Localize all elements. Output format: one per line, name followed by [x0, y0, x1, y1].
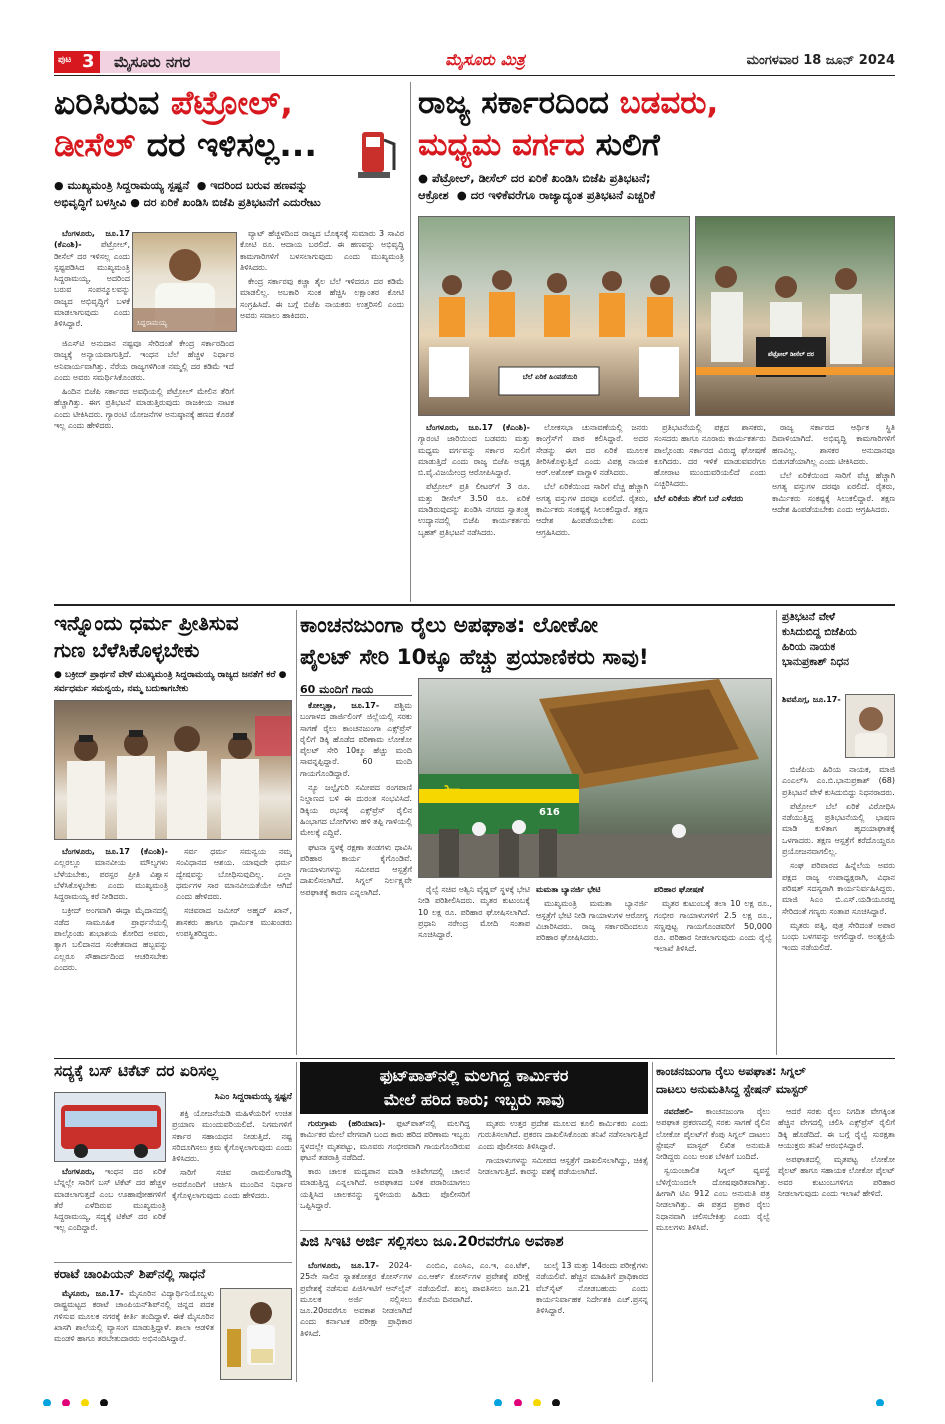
headline: ಪ್ರತಿಭಟನೆ ವೇಳೆ ಕುಸಿದುಬಿದ್ದ ಬಿಜೆಪಿಯ ಹಿರಿಯ ನಾಯಕ ಭಾನುಪ್ರಕಾಶ್ ನಿಧನ — [782, 611, 857, 668]
headline: ರಾಜ್ಯ ಸರ್ಕಾರದಿಂದ ಬಡವರು, ಮಧ್ಯಮ ವರ್ಗದ ಸುಲಿಗೆ — [418, 85, 719, 163]
col-1: ಬೆಂಗಳೂರು, ಜೂ.17 (ಕೆಎಂಶಿ)- ಎಲ್ಲರಲ್ಲೂ ಮಾನವೀಯ ಮೌಲ್ಯಗಳು ಬೆಳೆಯಬೇಕು, ಪರಸ್ಪರ ಪ್ರೀತಿ ವಿಶ್ವಾಸ ಬೆಳೆಸಿಕೊಳ್ಳಬೇಕು ಎಂದು ಮುಖ್ಯಮಂತ್ರಿ ಸಿದ್ದರಾಮಯ್ಯ ಕರೆ ನೀಡಿದರು. ಬಕ್ರೀದ್ ಅಂಗವಾಗಿ ಈದ್ಗಾ ಮೈದಾನದಲ್ಲಿ ನಡೆದ ಸಾಮೂಹಿಕ ಪ್ರಾರ್ಥನೆಯಲ್ಲಿ ಪಾಲ್ಗೊಂಡು ಶುಭಾಶಯ ಕೋರಿದ ಅವರು, ತ್ಯಾಗ ಬಲಿದಾನದ ಸಂಕೇತವಾದ ಹಬ್ಬವನ್ನು ಎಲ್ಲರೂ ಸೌಹಾರ್ದದಿಂದ ಆಚರಿಸಬೇಕು ಎಂದರು. — [54, 847, 168, 972]
deck-line-1: ● ಮುಖ್ಯಮಂತ್ರಿ ಸಿದ್ದರಾಮಯ್ಯ ಸ್ಪಷ್ಟನೆ ● ಇದರಿಂದ ಬರುವ ಹಣವನ್ನು — [54, 179, 308, 192]
page-label: ಪುಟ — [58, 55, 72, 65]
col-2: ರೈಲ್ವೆ ಸಚಿವ ಅಶ್ವಿನಿ ವೈಷ್ಣವ್ ಸ್ಥಳಕ್ಕೆ ಭೇಟಿ ನೀಡಿ ಪರಿಶೀಲಿಸಿದರು. ಮೃತರ ಕುಟುಂಬಕ್ಕೆ 10 ಲಕ್ಷ ರೂ. ಪರಿಹಾರ ಘೋಷಿಸಲಾಗಿದೆ. ಪ್ರಧಾನಿ ನರೇಂದ್ರ ಮೋದಿ ಸಂತಾಪ ಸೂಚಿಸಿದ್ದಾರೆ. — [418, 885, 530, 940]
story-pgcet — [300, 1234, 648, 1382]
page-number-box — [54, 51, 100, 73]
yellow-dot — [533, 1399, 541, 1406]
col-1b: ಬಿಜೆಪಿಯ ಹಿರಿಯ ನಾಯಕ, ಮಾಜಿ ಎಂಎಲ್‌ಸಿ ಎಂ.ಬಿ.ಭಾನುಪ್ರಕಾಶ್ (68) ಪ್ರತಿಭಟನೆ ವೇಳೆ ಕುಸಿದುಬಿದ್ದು ನಿಧನರಾದರು. ಪೆಟ್ರೋಲ್ ಬೆಲೆ ಏರಿಕೆ ವಿರೋಧಿಸಿ ನಡೆಯುತ್ತಿದ್ದ ಪ್ರತಿಭಟನೆಯಲ್ಲಿ ಭಾಷಣ ಮಾಡಿ ಕುಳಿತಾಗ ಹೃದಯಾಘಾತಕ್ಕೆ ಒಳಗಾದರು. ತಕ್ಷಣ ಆಸ್ಪತ್ರೆಗೆ ಕರೆದೊಯ್ದರೂ ಪ್ರಯೋಜನವಾಗಲಿಲ್ಲ. ಸಂಘ ಪರಿವಾರದ ಹಿನ್ನೆಲೆಯ ಅವರು ಪಕ್ಷದ ರಾಜ್ಯ ಉಪಾಧ್ಯಕ್ಷರಾಗಿ, ವಿಧಾನ ಪರಿಷತ್ ಸದಸ್ಯರಾಗಿ ಕಾರ್ಯನಿರ್ವಹಿಸಿದ್ದರು. ಮಾಜಿ ಸಿಎಂ ಬಿ.ಎಸ್.ಯಡಿಯೂರಪ್ಪ ಸೇರಿದಂತೆ ಗಣ್ಯರು ಸಂತಾಪ ಸೂಚಿಸಿದ್ದಾರೆ. ಮೃತರು ಪತ್ನಿ, ಪುತ್ರ ಸೇರಿದಂತೆ ಅಪಾರ ಬಂಧು ಬಳಗವನ್ನು ಅಗಲಿದ್ದಾರೆ. ಅಂತ್ಯಕ್ರಿಯೆ ಇಂದು ನಡೆಯಲಿದೆ. — [782, 765, 895, 953]
magenta-dot — [514, 1399, 522, 1406]
col-1: ಗುರುಗ್ರಾಮ (ಹರಿಯಾಣ)- ಫುಟ್‌ಪಾತ್‌ನಲ್ಲಿ ಮಲಗಿದ್ದ ಕಾರ್ಮಿಕರ ಮೇಲೆ ವೇಗವಾಗಿ ಬಂದ ಕಾರು ಹರಿದ ಪರಿಣಾಮ ಇಬ್ಬರು ಸ್ಥಳದಲ್ಲೇ ಮೃತಪಟ್ಟು, ಮೂವರು ಗಂಭೀರವಾಗಿ ಗಾಯಗೊಂಡಿರುವ ಘಟನೆ ತಡರಾತ್ರಿ ನಡೆದಿದೆ. ಕಾರು ಚಾಲಕ ಮದ್ಯಪಾನ ಮಾಡಿ ಅತಿವೇಗದಲ್ಲಿ ಚಾಲನೆ ಮಾಡುತ್ತಿದ್ದ ಎನ್ನಲಾಗಿದೆ. ಅಪಘಾತದ ಬಳಿಕ ಪರಾರಿಯಾಗಲು ಯತ್ನಿಸಿದ ಚಾಲಕನನ್ನು ಸ್ಥಳೀಯರು ಹಿಡಿದು ಪೊಲೀಸರಿಗೆ ಒಪ್ಪಿಸಿದ್ದಾರೆ. — [300, 1119, 470, 1211]
col-2: ವ್ಯಾಟ್ ಹೆಚ್ಚಳದಿಂದ ರಾಜ್ಯದ ಬೊಕ್ಕಸಕ್ಕೆ ಸುಮಾರು 3 ಸಾವಿರ ಕೋಟಿ ರೂ. ಆದಾಯ ಬರಲಿದೆ. ಈ ಹಣವನ್ನು ಅಭಿವೃದ್ಧಿ ಕಾಮಗಾರಿಗಳಿಗೆ ಬಳಸಲಾಗುವುದು ಎಂದು ಮುಖ್ಯಮಂತ್ರಿ ತಿಳಿಸಿದರು. ಕೇಂದ್ರ ಸರ್ಕಾರವು ಕಚ್ಚಾ ತೈಲ ಬೆಲೆ ಇಳಿದರೂ ದರ ಕಡಿಮೆ ಮಾಡಲಿಲ್ಲ. ಅಬಕಾರಿ ಸುಂಕ ಹೆಚ್ಚಿಸಿ ಲಕ್ಷಾಂತರ ಕೋಟಿ ಸಂಗ್ರಹಿಸಿದೆ. ಈ ಬಗ್ಗೆ ಬಿಜೆಪಿ ನಾಯಕರು ಉತ್ತರಿಸಲಿ ಎಂದು ಅವರು ಸವಾಲು ಹಾಕಿದರು. — [240, 229, 404, 321]
col-4: ರಾಜ್ಯ ಸರ್ಕಾರದ ಆರ್ಥಿಕ ಸ್ಥಿತಿ ದಿವಾಳಿಯಾಗಿದೆ. ಅಭಿವೃದ್ಧಿ ಕಾಮಗಾರಿಗಳಿಗೆ ಹಣವಿಲ್ಲ. ಶಾಸಕರ ಅನುದಾನವೂ ಬಿಡುಗಡೆಯಾಗಿಲ್ಲ ಎಂದು ಟೀಕಿಸಿದರು. ಬೆಲೆ ಏರಿಕೆಯಿಂದ ಸಾರಿಗೆ ವೆಚ್ಚ ಹೆಚ್ಚಾಗಿ ಅಗತ್ಯ ವಸ್ತುಗಳ ದರವೂ ಏರಲಿದೆ. ರೈತರು, ಕಾರ್ಮಿಕರು ಸಂಕಷ್ಟಕ್ಕೆ ಸಿಲುಕಲಿದ್ದಾರೆ. ತಕ್ಷಣ ಆದೇಶ ಹಿಂಪಡೆಯಬೇಕು ಎಂದು ಆಗ್ರಹಿಸಿದರು. — [772, 423, 895, 515]
masthead — [0, 46, 945, 76]
col-1: ಕೋಲ್ಕತ್ತಾ, ಜೂ.17- ಪಶ್ಚಿಮ ಬಂಗಾಳದ ಡಾರ್ಜಿಲಿಂಗ್ ಜಿಲ್ಲೆಯಲ್ಲಿ ಸರಕು ಸಾಗಣೆ ರೈಲು ಕಾಂಚನಜುಂಗಾ ಎಕ್ಸ್‌ಪ್ರೆಸ್ ರೈಲಿಗೆ ಡಿಕ್ಕಿ ಹೊಡೆದ ಪರಿಣಾಮ ಲೋಕೋ ಪೈಲಟ್ ಸೇರಿ 10ಕ್ಕೂ ಹೆಚ್ಚು ಮಂದಿ ಸಾವನ್ನಪ್ಪಿದ್ದಾರೆ. 60 ಮಂದಿ ಗಾಯಗೊಂಡಿದ್ದಾರೆ. ನ್ಯೂ ಜಲ್ಪೈಗುರಿ ಸಮೀಪದ ರಂಗಪಾಣಿ ನಿಲ್ದಾಣದ ಬಳಿ ಈ ದುರಂತ ಸಂಭವಿಸಿದೆ. ಡಿಕ್ಕಿಯ ರಭಸಕ್ಕೆ ಎಕ್ಸ್‌ಪ್ರೆಸ್ ರೈಲಿನ ಹಿಂಭಾಗದ ಬೋಗಿಗಳು ಹಳಿ ತಪ್ಪಿ ಗಾಳಿಯಲ್ಲಿ ಮೇಲಕ್ಕೆ ಎದ್ದಿವೆ. ಘಟನಾ ಸ್ಥಳಕ್ಕೆ ರಕ್ಷಣಾ ತಂಡಗಳು ಧಾವಿಸಿ ಪರಿಹಾರ ಕಾರ್ಯ ಕೈಗೊಂಡಿವೆ. ಗಾಯಾಳುಗಳನ್ನು ಸಮೀಪದ ಆಸ್ಪತ್ರೆಗೆ ದಾಖಲಿಸಲಾಗಿದೆ. ಸಿಗ್ನಲ್ ನಿರ್ಲಕ್ಷ್ಯವೇ ಅಪಘಾತಕ್ಕೆ ಕಾರಣ ಎನ್ನಲಾಗಿದೆ. — [300, 701, 412, 897]
train-crash-photo — [418, 678, 772, 878]
column-rule — [652, 1062, 653, 1382]
col-2: ಸರ್ವ ಧರ್ಮ ಸಮನ್ವಯ ನಮ್ಮ ಸಂವಿಧಾನದ ಆಶಯ. ಯಾವುದೇ ಧರ್ಮ ದ್ವೇಷವನ್ನು ಬೋಧಿಸುವುದಿಲ್ಲ. ಎಲ್ಲಾ ಧರ್ಮಗಳ ಸಾರ ಮಾನವೀಯತೆಯೇ ಆಗಿದೆ ಎಂದು ಹೇಳಿದರು. ಸಚಿವರಾದ ಜಮೀರ್ ಅಹ್ಮದ್ ಖಾನ್, ಶಾಸಕರು ಹಾಗೂ ಧಾರ್ಮಿಕ ಮುಖಂಡರು ಉಪಸ್ಥಿತರಿದ್ದರು. — [176, 847, 292, 939]
engine-number: 616 — [539, 807, 560, 818]
section-rule — [300, 1230, 648, 1231]
cyan-dot — [494, 1399, 502, 1406]
story-bakrid-cm — [54, 610, 292, 1055]
bus-photo — [54, 1092, 166, 1162]
column-rule — [776, 610, 777, 1055]
page-digit: 3 — [82, 51, 95, 72]
cm-photo — [132, 232, 237, 332]
headline-box: ಫುಟ್‌ಪಾತ್‌ನಲ್ಲಿ ಮಲಗಿದ್ದ ಕಾರ್ಮಿಕರ ಮೇಲೆ ಹರಿದ ಕಾರು; ಇಬ್ಬರು ಸಾವು — [300, 1062, 648, 1114]
headline: ಕರಾಟೆ ಚಾಂಪಿಯನ್ ಶಿಪ್‌ನಲ್ಲಿ ಸಾಧನೆ — [54, 1266, 206, 1281]
protest-photo-2 — [695, 216, 895, 416]
section-name: ಮೈಸೂರು ನಗರ — [114, 53, 191, 71]
story-bhanuprakash-death — [782, 610, 895, 1055]
col-2: ಎಂಬಿಎ, ಎಂಸಿಎ, ಎಂ.ಇ, ಎಂ.ಟೆಕ್, ಎಂ.ಆರ್ಕ್ ಕೋರ್ಸ್‌ಗಳ ಪ್ರವೇಶಕ್ಕೆ ಪರೀಕ್ಷೆ ನಡೆಯಲಿದೆ. ಶುಲ್ಕ ಪಾವತಿಸಲು ಜೂ.21 ಕೊನೆಯ ದಿನವಾಗಿದೆ. — [418, 1261, 530, 1304]
col-3: ಜುಲೈ 13 ಮತ್ತು 14ರಂದು ಪರೀಕ್ಷೆಗಳು ನಡೆಯಲಿವೆ. ಹೆಚ್ಚಿನ ಮಾಹಿತಿಗೆ ಪ್ರಾಧಿಕಾರದ ವೆಬ್‌ಸೈಟ್ ನೋಡಬಹುದು ಎಂದು ಕಾರ್ಯನಿರ್ವಾಹಕ ನಿರ್ದೇಶಕಿ ಎಚ್.ಪ್ರಸನ್ನ ತಿಳಿಸಿದ್ದಾರೆ. — [536, 1261, 648, 1316]
col-4: ಪರಿಹಾರ ಘೋಷಣೆ ಮೃತರ ಕುಟುಂಬಕ್ಕೆ ತಲಾ 10 ಲಕ್ಷ ರೂ., ಗಂಭೀರ ಗಾಯಾಳುಗಳಿಗೆ 2.5 ಲಕ್ಷ ರೂ., ಸಣ್ಣಪುಟ್ಟ ಗಾಯಗೊಂಡವರಿಗೆ 50,000 ರೂ. ಪರಿಹಾರ ನೀಡಲಾಗುವುದು ಎಂದು ರೈಲ್ವೆ ಇಲಾಖೆ ತಿಳಿಸಿದೆ. — [654, 885, 772, 954]
section-name-box — [100, 51, 280, 73]
paper-name: ಮೈಸೂರು ಮಿತ್ರ — [445, 50, 525, 69]
section-rule — [54, 1058, 895, 1059]
masthead-rule — [54, 75, 895, 76]
story-train-accident — [300, 610, 772, 1055]
pump-illustration — [354, 122, 404, 182]
col-1: ಶಿವಮೊಗ್ಗ, ಜೂ.17- — [782, 695, 841, 704]
col-1: ನವದೆಹಲಿ- ಕಾಂಚನಜುಂಗಾ ರೈಲು ಅಪಘಾತ ಪ್ರಕರಣದಲ್ಲಿ ಸರಕು ಸಾಗಣೆ ರೈಲಿನ ಲೋಕೋ ಪೈಲಟ್‌ಗೆ ಕೆಂಪು ಸಿಗ್ನಲ್ ದಾಟಲು ಸ್ಟೇಷನ್ ಮಾಸ್ಟರ್ ಲಿಖಿತ ಅನುಮತಿ ನೀಡಿದ್ದರು ಎಂಬ ಅಂಶ ಬೆಳಕಿಗೆ ಬಂದಿದೆ. ಸ್ವಯಂಚಾಲಿತ ಸಿಗ್ನಲ್ ವ್ಯವಸ್ಥೆ ಬೆಳಿಗ್ಗೆಯಿಂದಲೇ ದೋಷಪೂರಿತವಾಗಿತ್ತು. ಹೀಗಾಗಿ ಟಿಎ 912 ಎಂಬ ಅನುಮತಿ ಪತ್ರ ನೀಡಲಾಗಿತ್ತು. ಈ ಪತ್ರದ ಪ್ರಕಾರ ರೈಲು ನಿಧಾನವಾಗಿ ಚಲಿಸಬೇಕಿತ್ತು ಎಂದು ರೈಲ್ವೆ ಮೂಲಗಳು ತಿಳಿಸಿವೆ. — [656, 1107, 770, 1232]
section-rule — [54, 1262, 292, 1263]
yellow-dot — [81, 1399, 89, 1406]
sub-strap: ಸಿಎಂ ಸಿದ್ದರಾಮಯ್ಯ ಸ್ಪಷ್ಟನೆ — [214, 1092, 292, 1102]
headline: ಕಾಂಚನಜುಂಗಾ ರೈಲು ಅಪಘಾತ: ಲೋಕೋ ಪೈಲಟ್ ಸೇರಿ 10ಕ್ಕೂ ಹೆಚ್ಚು ಪ್ರಯಾಣಿಕರು ಸಾವು! — [300, 613, 649, 670]
black-dot — [100, 1399, 108, 1406]
fuel-pump-icon — [354, 122, 404, 182]
story-bjp-protest — [418, 82, 895, 602]
bakrid-photo — [54, 700, 292, 840]
black-dot — [552, 1399, 560, 1406]
col-1: ಬೆಂಗಳೂರು, ಜೂ.17- 2024-25ನೇ ಸಾಲಿನ ಸ್ನಾತಕೋತ್ತರ ಕೋರ್ಸ್‌ಗಳ ಪ್ರವೇಶಕ್ಕೆ ನಡೆಸುವ ಪಿಜಿಸಿಇಟಿಗೆ ಆನ್‌ಲೈನ್ ಮೂಲಕ ಅರ್ಜಿ ಸಲ್ಲಿಸಲು ಜೂ.20ರವರೆಗೂ ಅವಕಾಶ ನೀಡಲಾಗಿದೆ ಎಂದು ಕರ್ನಾಟಕ ಪರೀಕ್ಷಾ ಪ್ರಾಧಿಕಾರ ತಿಳಿಸಿದೆ. — [300, 1261, 412, 1338]
headline: ಸದ್ಯಕ್ಕೆ ಬಸ್ ಟಿಕೆಟ್ ದರ ಏರಿಸಲ್ಲ — [54, 1062, 219, 1080]
story-karate — [54, 1266, 292, 1381]
story-petrol-price-cm — [54, 82, 404, 602]
placard-text: ಬೆಲೆ ಏರಿಕೆ ಹಿಂಪಡೆಯಿರಿ — [522, 373, 578, 381]
col-1b: ಜಿಎಸ್‍ಟಿ ಅನುದಾನ ನಷ್ಟವೂ ಸೇರಿದಂತೆ ಕೇಂದ್ರ ಸರ್ಕಾರದಿಂದ ರಾಜ್ಯಕ್ಕೆ ಅನ್ಯಾಯವಾಗುತ್ತಿದೆ. ಇಂಧನ ಬೆಲೆ ಹೆಚ್ಚಳ ನಿರ್ಧಾರ ಅನಿವಾರ್ಯವಾಗಿತ್ತು. ನೆರೆಯ ರಾಜ್ಯಗಳಿಗಿಂತ ನಮ್ಮಲ್ಲಿ ದರ ಕಡಿಮೆ ಇದೆ ಎಂದು ಅವರು ಸಮರ್ಥಿಸಿಕೊಂಡರು. ಹಿಂದಿನ ಬಿಜೆಪಿ ಸರ್ಕಾರದ ಅವಧಿಯಲ್ಲಿ ಪೆಟ್ರೋಲ್ ಮೇಲಿನ ತೆರಿಗೆ ಹೆಚ್ಚಾಗಿತ್ತು. ಈಗ ಪ್ರತಿಭಟನೆ ಮಾಡುತ್ತಿರುವುದು ರಾಜಕೀಯ ನಾಟಕ ಎಂದು ಟೀಕಿಸಿದರು. ಗ್ಯಾರಂಟಿ ಯೋಜನೆಗಳ ಅನುಷ್ಠಾನಕ್ಕೆ ಹಣದ ಕೊರತೆ ಇಲ್ಲ ಎಂದು ಹೇಳಿದರು. — [54, 339, 234, 431]
column-rule — [296, 610, 297, 1055]
sub-strap: 60 ಮಂದಿಗೆ ಗಾಯ — [300, 678, 412, 696]
col-1: ಬೆಂಗಳೂರು, ಇಂಧನ ದರ ಏರಿಕೆ ಬೆನ್ನಲ್ಲೇ ಸಾರಿಗೆ ಬಸ್ ಟಿಕೆಟ್ ದರ ಹೆಚ್ಚಳ ಮಾಡಲಾಗುತ್ತದೆ ಎಂಬ ಊಹಾಪೋಹಗಳಿಗೆ ತೆರೆ ಎಳೆದಿರುವ ಮುಖ್ಯಮಂತ್ರಿ ಸಿದ್ದರಾಮಯ್ಯ, ಸದ್ಯಕ್ಕೆ ಟಿಕೆಟ್ ದರ ಏರಿಕೆ ಇಲ್ಲ ಎಂದಿದ್ದಾರೆ. — [54, 1167, 166, 1233]
column-rule — [296, 1062, 297, 1382]
col-1: ಮೈಸೂರು, ಜೂ.17- ಮೈಸೂರಿನ ವಿದ್ಯಾರ್ಥಿನಿಯೊಬ್ಬಳು ರಾಷ್ಟ್ರಮಟ್ಟದ ಕರಾಟೆ ಚಾಂಪಿಯನ್‌ಶಿಪ್‌ನಲ್ಲಿ ಚಿನ್ನದ ಪದಕ ಗಳಿಸುವ ಮೂಲಕ ನಗರಕ್ಕೆ ಕೀರ್ತಿ ತಂದಿದ್ದಾಳೆ. ಈಕೆ ಮೈಸೂರಿನ ಖಾಸಗಿ ಶಾಲೆಯಲ್ಲಿ ವ್ಯಾಸಂಗ ಮಾಡುತ್ತಿದ್ದಾಳೆ. ಶಾಲಾ ಆಡಳಿತ ಮಂಡಳಿ ಹಾಗೂ ತರಬೇತುದಾರರು ಅಭಿನಂದಿಸಿದ್ದಾರೆ. — [54, 1289, 214, 1344]
story-car-accident — [300, 1062, 648, 1227]
col-1: ಬೆಂಗಳೂರು, ಜೂ.17 (ಕೆಎಂಶಿ)- ಗ್ಯಾರಂಟಿ ಜಾರಿಯಿಂದ ಬಡವರು ಮತ್ತು ಮಧ್ಯಮ ವರ್ಗವನ್ನು ಸರ್ಕಾರ ಸುಲಿಗೆ ಮಾಡುತ್ತಿದೆ ಎಂದು ರಾಜ್ಯ ಬಿಜೆಪಿ ಅಧ್ಯಕ್ಷ ಬಿ.ವೈ.ವಿಜಯೇಂದ್ರ ಆರೋಪಿಸಿದ್ದಾರೆ. ಪೆಟ್ರೋಲ್ ಪ್ರತಿ ಲೀಟರ್‌ಗೆ 3 ರೂ. ಮತ್ತು ಡೀಸೆಲ್ 3.50 ರೂ. ಏರಿಕೆ ಮಾಡಿರುವುದನ್ನು ಖಂಡಿಸಿ ನಗರದ ಸ್ವಾತಂತ್ರ್ಯ ಉದ್ಯಾನದಲ್ಲಿ ಬಿಜೆಪಿ ಕಾರ್ಯಕರ್ತರು ಬೃಹತ್ ಪ್ರತಿಭಟನೆ ನಡೆಸಿದರು. — [418, 423, 530, 537]
engine-label: रेल — [445, 786, 460, 801]
col-2: ಲೋಕಸಭಾ ಚುನಾವಣೆಯಲ್ಲಿ ಜನರು ಕಾಂಗ್ರೆಸ್‌ಗೆ ಪಾಠ ಕಲಿಸಿದ್ದಾರೆ. ಅದರ ಸೇಡನ್ನು ಈಗ ದರ ಏರಿಕೆ ಮೂಲಕ ತೀರಿಸಿಕೊಳ್ಳುತ್ತಿದೆ ಎಂದು ವಿಪಕ್ಷ ನಾಯಕ ಆರ್.ಅಶೋಕ್ ವಾಗ್ದಾಳಿ ನಡೆಸಿದರು. ಬೆಲೆ ಏರಿಕೆಯಿಂದ ಸಾರಿಗೆ ವೆಚ್ಚ ಹೆಚ್ಚಾಗಿ ಅಗತ್ಯ ವಸ್ತುಗಳ ದರವೂ ಏರಲಿದೆ. ರೈತರು, ಕಾರ್ಮಿಕರು ಸಂಕಷ್ಟಕ್ಕೆ ಸಿಲುಕಲಿದ್ದಾರೆ. ತಕ್ಷಣ ಆದೇಶ ಹಿಂಪಡೆಯಬೇಕು ಎಂದು ಆಗ್ರಹಿಸಿದರು. — [536, 423, 648, 537]
cyan-dot — [43, 1399, 51, 1406]
karate-photo — [220, 1288, 292, 1380]
section-rule — [54, 604, 895, 606]
story-bus-fare — [54, 1062, 292, 1257]
placard-text-2: ಪೆಟ್ರೋಲ್ ಡೀಸೆಲ್ ದರ — [768, 351, 814, 358]
bus-icon — [55, 1093, 166, 1162]
col-1: ಬೆಂಗಳೂರು, ಜೂ.17 (ಕೆಎಂಶಿ)- ಪೆಟ್ರೋಲ್, ಡೀಸೆಲ್ ದರ ಇಳಿಸಲ್ಲ ಎಂದು ಸ್ಪಷ್ಟಪಡಿಸಿದ ಮುಖ್ಯಮಂತ್ರಿ ಸಿದ್ದರಾಮಯ್ಯ, ಅದರಿಂದ ಬರುವ ಸಂಪನ್ಮೂಲವನ್ನು ರಾಜ್ಯದ ಅಭಿವೃದ್ಧಿಗೆ ಬಳಕೆ ಮಾಡಲಾಗುವುದು ಎಂದು ತಿಳಿಸಿದ್ದಾರೆ. — [54, 229, 130, 329]
col-2: ಆದರೆ ಸರಕು ರೈಲು ನಿಗದಿತ ವೇಗಕ್ಕಿಂತ ಹೆಚ್ಚಿನ ವೇಗದಲ್ಲಿ ಚಲಿಸಿ ಎಕ್ಸ್‌ಪ್ರೆಸ್ ರೈಲಿಗೆ ಡಿಕ್ಕಿ ಹೊಡೆದಿದೆ. ಈ ಬಗ್ಗೆ ರೈಲ್ವೆ ಸುರಕ್ಷತಾ ಆಯುಕ್ತರು ತನಿಖೆ ಆರಂಭಿಸಿದ್ದಾರೆ. ಅಪಘಾತದಲ್ಲಿ ಮೃತಪಟ್ಟ ಲೋಕೋ ಪೈಲಟ್ ಹಾಗೂ ಸಹಾಯಕ ಲೋಕೋ ಪೈಲಟ್ ಅವರ ಕುಟುಂಬಗಳಿಗೂ ಪರಿಹಾರ ನೀಡಲಾಗುವುದು ಎಂದು ಇಲಾಖೆ ಹೇಳಿದೆ. — [778, 1107, 895, 1199]
issue-date: ಮಂಗಳವಾರ 18 ಜೂನ್ 2024 — [746, 53, 895, 68]
protest-photo-1 — [418, 216, 690, 416]
magenta-dot — [62, 1399, 70, 1406]
print-registration-dots — [40, 1392, 905, 1406]
col-2: ಶಕ್ತಿ ಯೋಜನೆಯಡಿ ಮಹಿಳೆಯರಿಗೆ ಉಚಿತ ಪ್ರಯಾಣ ಮುಂದುವರಿಯಲಿದೆ. ನಿಗಮಗಳಿಗೆ ಸರ್ಕಾರ ಸಹಾಯಧನ ನೀಡುತ್ತಿದೆ. ನಷ್ಟ ಸರಿದೂಗಿಸಲು ಕ್ರಮ ಕೈಗೊಳ್ಳಲಾಗುವುದು ಎಂದು ತಿಳಿಸಿದರು. ಸಾರಿಗೆ ಸಚಿವ ರಾಮಲಿಂಗಾರೆಡ್ಡಿ ಅವರೊಂದಿಗೆ ಚರ್ಚಿಸಿ ಮುಂದಿನ ನಿರ್ಧಾರ ಕೈಗೊಳ್ಳಲಾಗುವುದು ಎಂದು ಹೇಳಿದರು. — [172, 1109, 292, 1201]
col-3: ಪ್ರತಿಭಟನೆಯಲ್ಲಿ ಪಕ್ಷದ ಶಾಸಕರು, ಸಂಸದರು ಹಾಗೂ ನೂರಾರು ಕಾರ್ಯಕರ್ತರು ಪಾಲ್ಗೊಂಡು ಸರ್ಕಾರದ ವಿರುದ್ಧ ಘೋಷಣೆ ಕೂಗಿದರು. ದರ ಇಳಿಕೆ ಮಾಡುವವರೆಗೂ ಹೋರಾಟ ಮುಂದುವರಿಯಲಿದೆ ಎಂದು ಎಚ್ಚರಿಸಿದರು. ಬೆಲೆ ಏರಿಕೆಯ ತೆರಿಗೆ ಬರೆ ಎಳೆದರು — [654, 423, 766, 503]
deck: ● ಬಕ್ರೀದ್ ಪ್ರಾರ್ಥನೆ ವೇಳೆ ಮುಖ್ಯಮಂತ್ರಿ ಸಿದ್ದರಾಮಯ್ಯ ರಾಜ್ಯದ ಜನತೆಗೆ ಕರೆ ● ಸರ್ವಧರ್ಮ ಸಮನ್ವಯ, ನಮ್ಮ ಬದುಕಾಗಬೇಕು — [54, 670, 287, 694]
headline: ಏರಿಸಿರುವ ಪೆಟ್ರೋಲ್, ಡೀಸೆಲ್ ದರ ಇಳಿಸಲ್ಲ... — [54, 83, 317, 164]
deck-line-2: ಅಭಿವೃದ್ಧಿಗೆ ಬಳಸ್ತೀವಿ ● ದರ ಏರಿಕೆ ಖಂಡಿಸಿ ಬಿಜೆಪಿ ಪ್ರತಿಭಟನೆಗೆ ಎದುರೇಟು — [54, 196, 321, 209]
deck: ● ಪೆಟ್ರೋಲ್, ಡೀಸೆಲ್ ದರ ಏರಿಕೆ ಖಂಡಿಸಿ ಬಿಜೆಪಿ ಪ್ರತಿಭಟನೆ; ಆಕ್ರೋಶ ● ದರ ಇಳಿಕೆವರೆಗೂ ರಾಜ್ಯಾದ್ಯಂತ ಪ್ರತಿಭಟನೆ ಎಚ್ಚರಿಕೆ — [418, 171, 656, 202]
column-rule — [410, 82, 411, 602]
obituary-portrait — [845, 694, 895, 758]
headline: ಇನ್ನೊಂದು ಧರ್ಮ ಪ್ರೀತಿಸುವ ಗುಣ ಬೆಳೆಸಿಕೊಳ್ಳಬೇಕು — [54, 611, 239, 662]
photo-caption: ಸಿದ್ದರಾಮಯ್ಯ — [137, 319, 168, 327]
cyan-dot — [876, 1399, 884, 1406]
col-3: ಮಮತಾ ಬ್ಯಾನರ್ಜಿ ಭೇಟಿ ಮುಖ್ಯಮಂತ್ರಿ ಮಮತಾ ಬ್ಯಾನರ್ಜಿ ಆಸ್ಪತ್ರೆಗೆ ಭೇಟಿ ನೀಡಿ ಗಾಯಾಳುಗಳ ಆರೋಗ್ಯ ವಿಚಾರಿಸಿದರು. ರಾಜ್ಯ ಸರ್ಕಾರದಿಂದಲೂ ಪರಿಹಾರ ಘೋಷಿಸಿದರು. — [536, 885, 648, 943]
headline: ಕಾಂಚನಜುಂಗಾ ರೈಲು ಅಪಘಾತ: ಸಿಗ್ನಲ್ ದಾಟಲು ಅನುಮತಿಸಿದ್ದ ಸ್ಟೇಷನ್ ಮಾಸ್ಟರ್ — [656, 1064, 808, 1096]
story-station-master — [656, 1062, 895, 1382]
col-2: ಮೃತರು ಉತ್ತರ ಪ್ರದೇಶ ಮೂಲದ ಕೂಲಿ ಕಾರ್ಮಿಕರು ಎಂದು ಗುರುತಿಸಲಾಗಿದೆ. ಪ್ರಕರಣ ದಾಖಲಿಸಿಕೊಂಡು ತನಿಖೆ ನಡೆಸಲಾಗುತ್ತಿದೆ ಎಂದು ಪೊಲೀಸರು ತಿಳಿಸಿದ್ದಾರೆ. ಗಾಯಾಳುಗಳನ್ನು ಸಮೀಪದ ಆಸ್ಪತ್ರೆಗೆ ದಾಖಲಿಸಲಾಗಿದ್ದು, ಚಿಕಿತ್ಸೆ ನೀಡಲಾಗುತ್ತಿದೆ. ಕಾರನ್ನು ವಶಕ್ಕೆ ಪಡೆಯಲಾಗಿದೆ. — [478, 1119, 648, 1177]
headline: ಪಿಜಿ ಸಿಇಟಿ ಅರ್ಜಿ ಸಲ್ಲಿಸಲು ಜೂ.20ರವರೆಗೂ ಅವಕಾಶ — [300, 1234, 564, 1250]
